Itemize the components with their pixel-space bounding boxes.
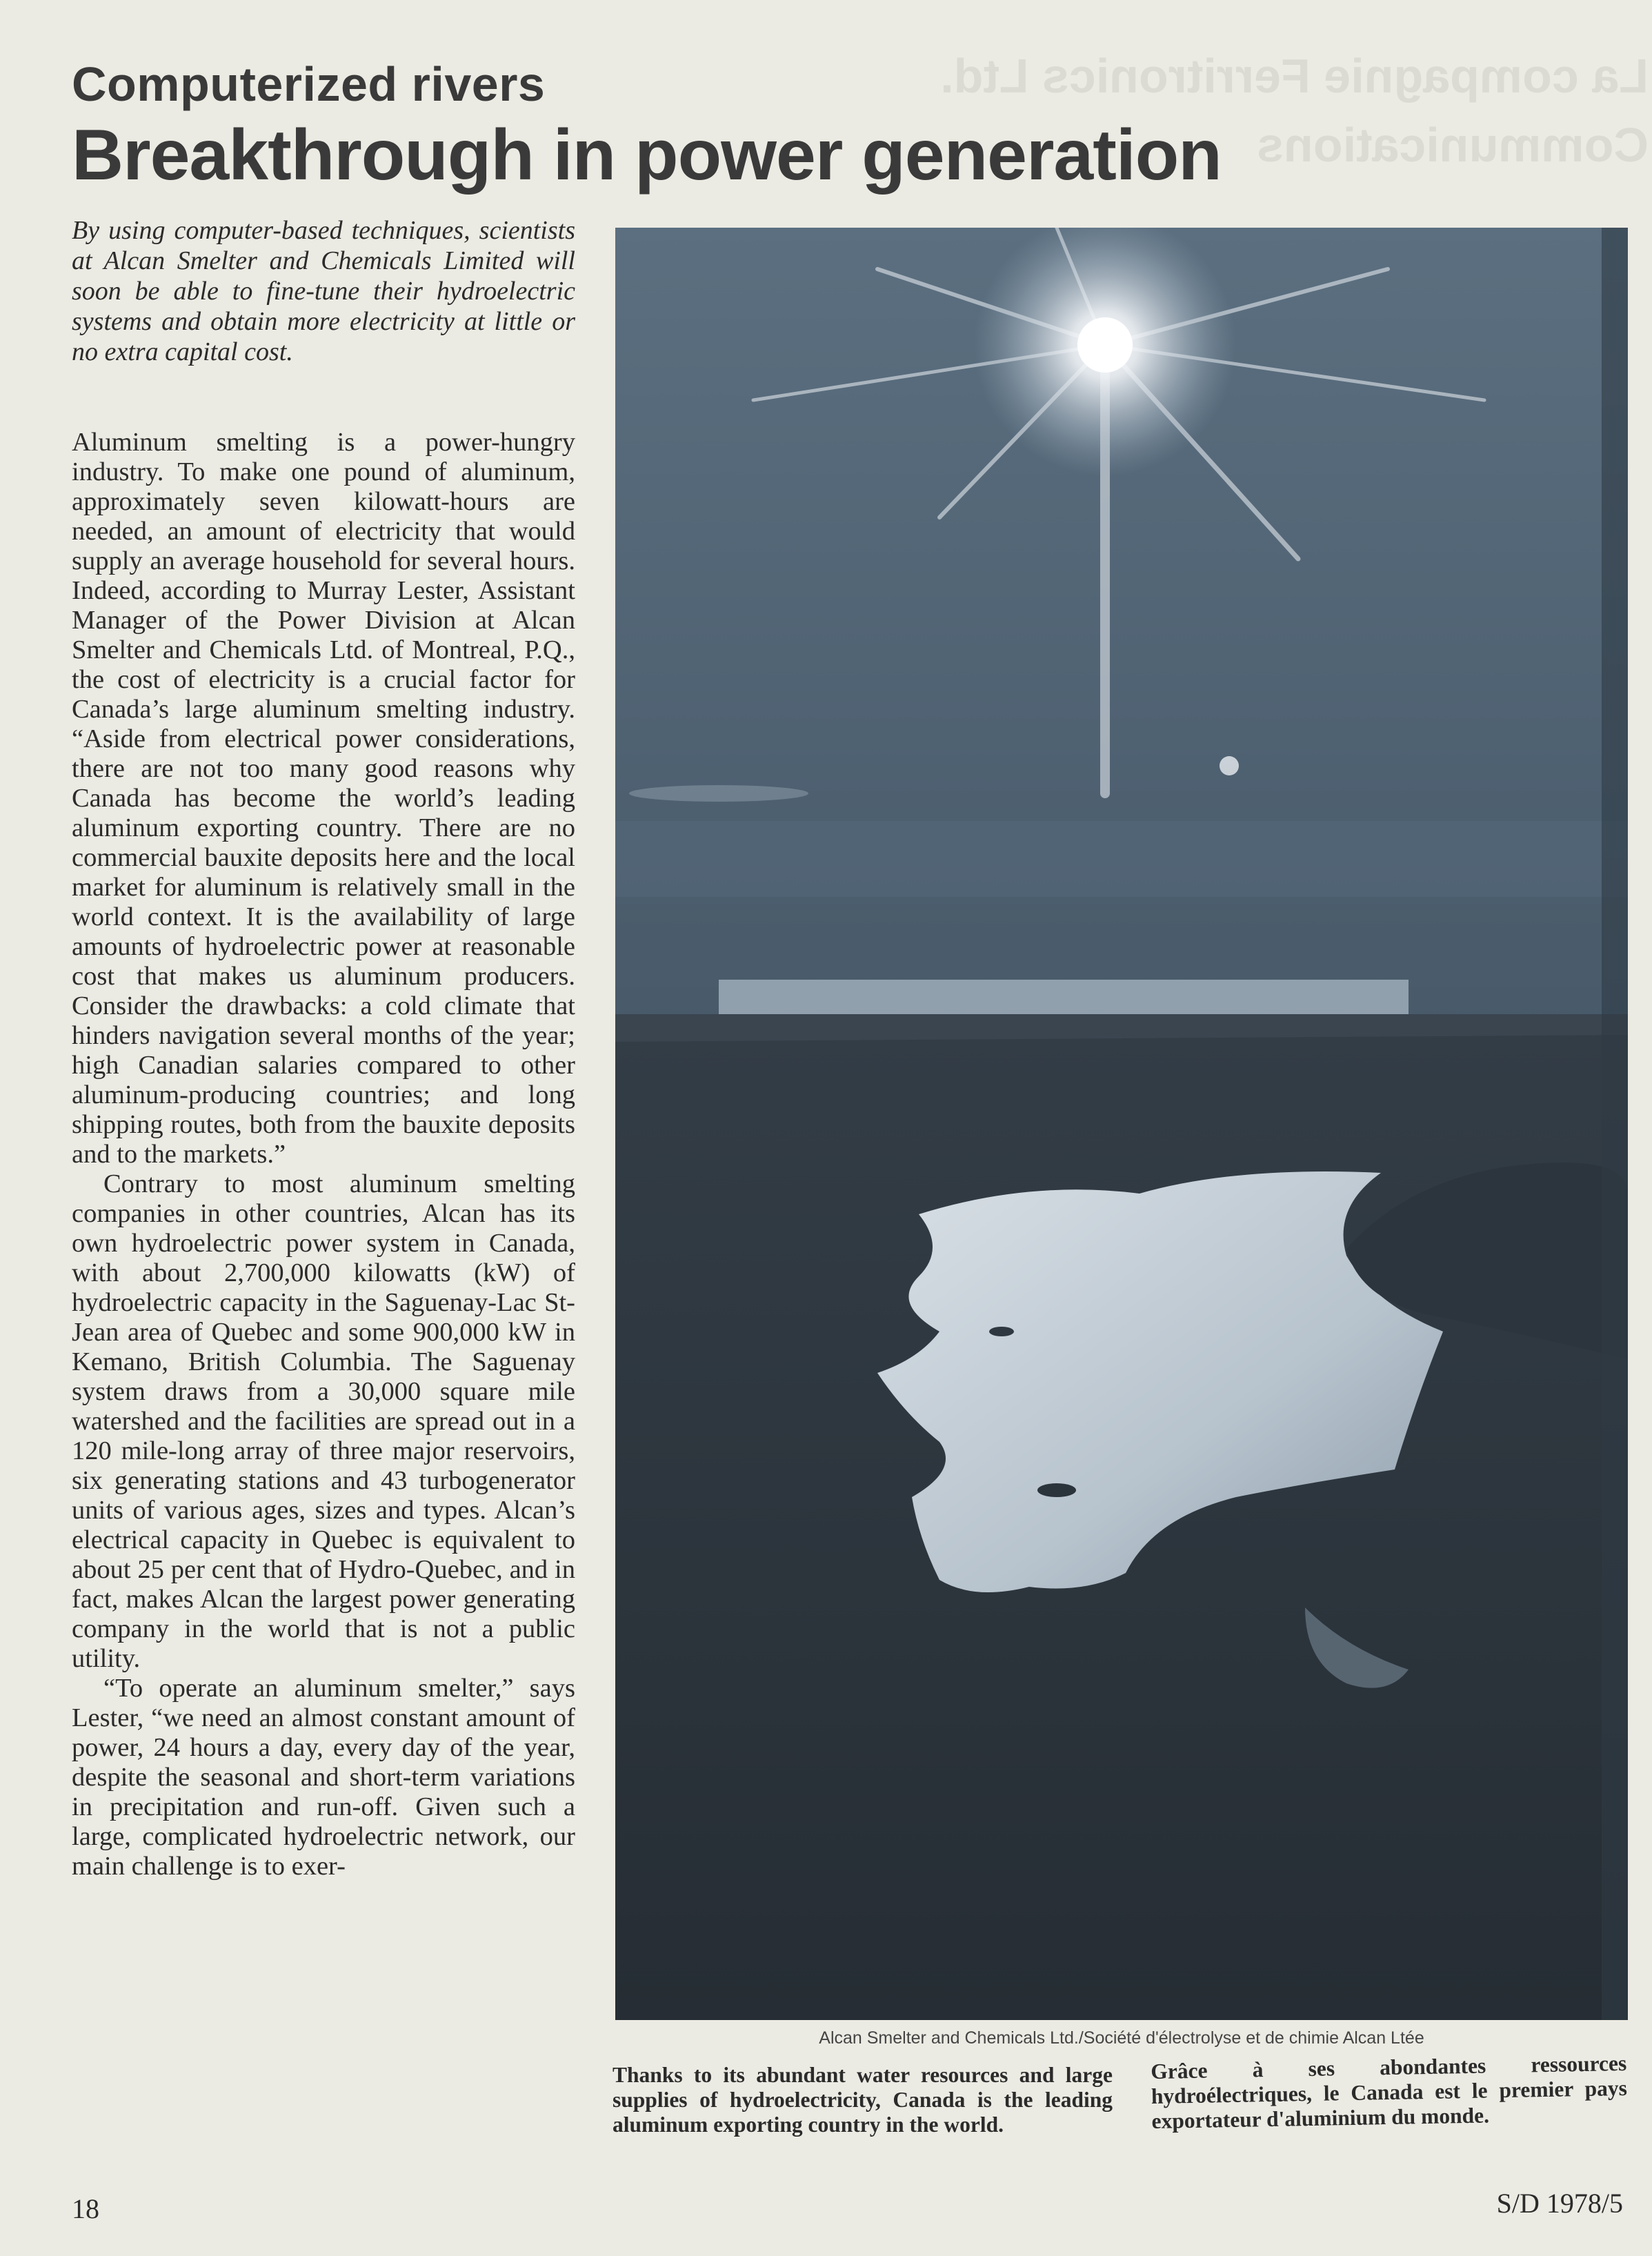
caption-french: Grâce à ses abondantes ressources hydroélectriques, le Canada est le premier pays exportateur d'aluminium du monde. <box>1151 2050 1628 2133</box>
photo-credit: Alcan Smelter and Chemicals Ltd./Société d'électrolyse et de chimie Alcan Ltée <box>819 2028 1424 2048</box>
body-paragraph: Aluminum smelting is a power-hungry industry. To make one pound of aluminum, approximately seven kilowatt-hours are needed, an amount of electricity that would supply an average household for several hours. Indeed, according to Murray Lester, Assistant Manager of the Power Division at Alcan Smelter and Chemicals Ltd. of Montreal, P.Q., the cost of electricity is a crucial factor for Canada’s large aluminum smelting industry. “Aside from electrical power considerations, there are not too many good reasons why Canada has become the world’s leading aluminum exporting country. There are no commercial bauxite deposits here and the local market for aluminum is relatively small in the world context. It is the availability of large amounts of hydroelectric power at reasonable cost that makes us aluminum producers. Consider the drawbacks: a cold climate that hinders navigation several months of the year; high Canadian salaries compared to other aluminum-producing countries; and long shipping routes, both from the bauxite deposits and to the markets.” <box>72 428 575 1169</box>
page-number: 18 <box>72 2193 99 2224</box>
article-kicker: Computerized rivers <box>72 57 546 111</box>
body-paragraph: “To operate an aluminum smelter,” says Lester, “we need an almost constant amount of power, 24 hours a day, every day of the year, despite the seasonal and short-term variations in precipitation and run-off. Given such a large, complicated hydroelectric network, our main challenge is to exer- <box>72 1674 575 1881</box>
article-body <box>72 428 575 2153</box>
caption-english: Thanks to its abundant water resources and large supplies of hydroelectricity, Canada is the leading aluminum exporting country in the world. <box>613 2063 1113 2137</box>
landscape-photo <box>615 228 1628 2020</box>
issue-label: S/D 1978/5 <box>1496 2188 1623 2219</box>
sun-over-lake-image <box>615 228 1628 2020</box>
body-paragraph: Contrary to most aluminum smelting companies in other countries, Alcan has its own hydroelectric power system in Canada, with about 2,700,000 kilowatts (kW) of hydroelectric capacity in the Saguenay-Lac St-Jean area of Quebec and some 900,000 kW in Kemano, British Columbia. The Saguenay system draws from a 30,000 square mile watershed and the facilities are spread out in a 120 mile-long array of three major reservoirs, six generating stations and 43 turbogenerator units of various ages, sizes and types. Alcan’s electrical capacity in Quebec is equivalent to about 25 per cent that of Hydro-Quebec, and in fact, makes Alcan the largest power generating company in the world that is not a public utility. <box>72 1169 575 1673</box>
bleed-through-text: La compagnie Ferritronics Ltd. Communications <box>940 49 1649 172</box>
article-intro: By using computer-based techniques, scientists at Alcan Smelter and Chemicals Limited will soon be able to fine-tune their hydroelectric systems and obtain more electricity at little or no extra capital cost. <box>72 216 575 366</box>
article-headline: Breakthrough in power generation <box>72 115 1222 195</box>
